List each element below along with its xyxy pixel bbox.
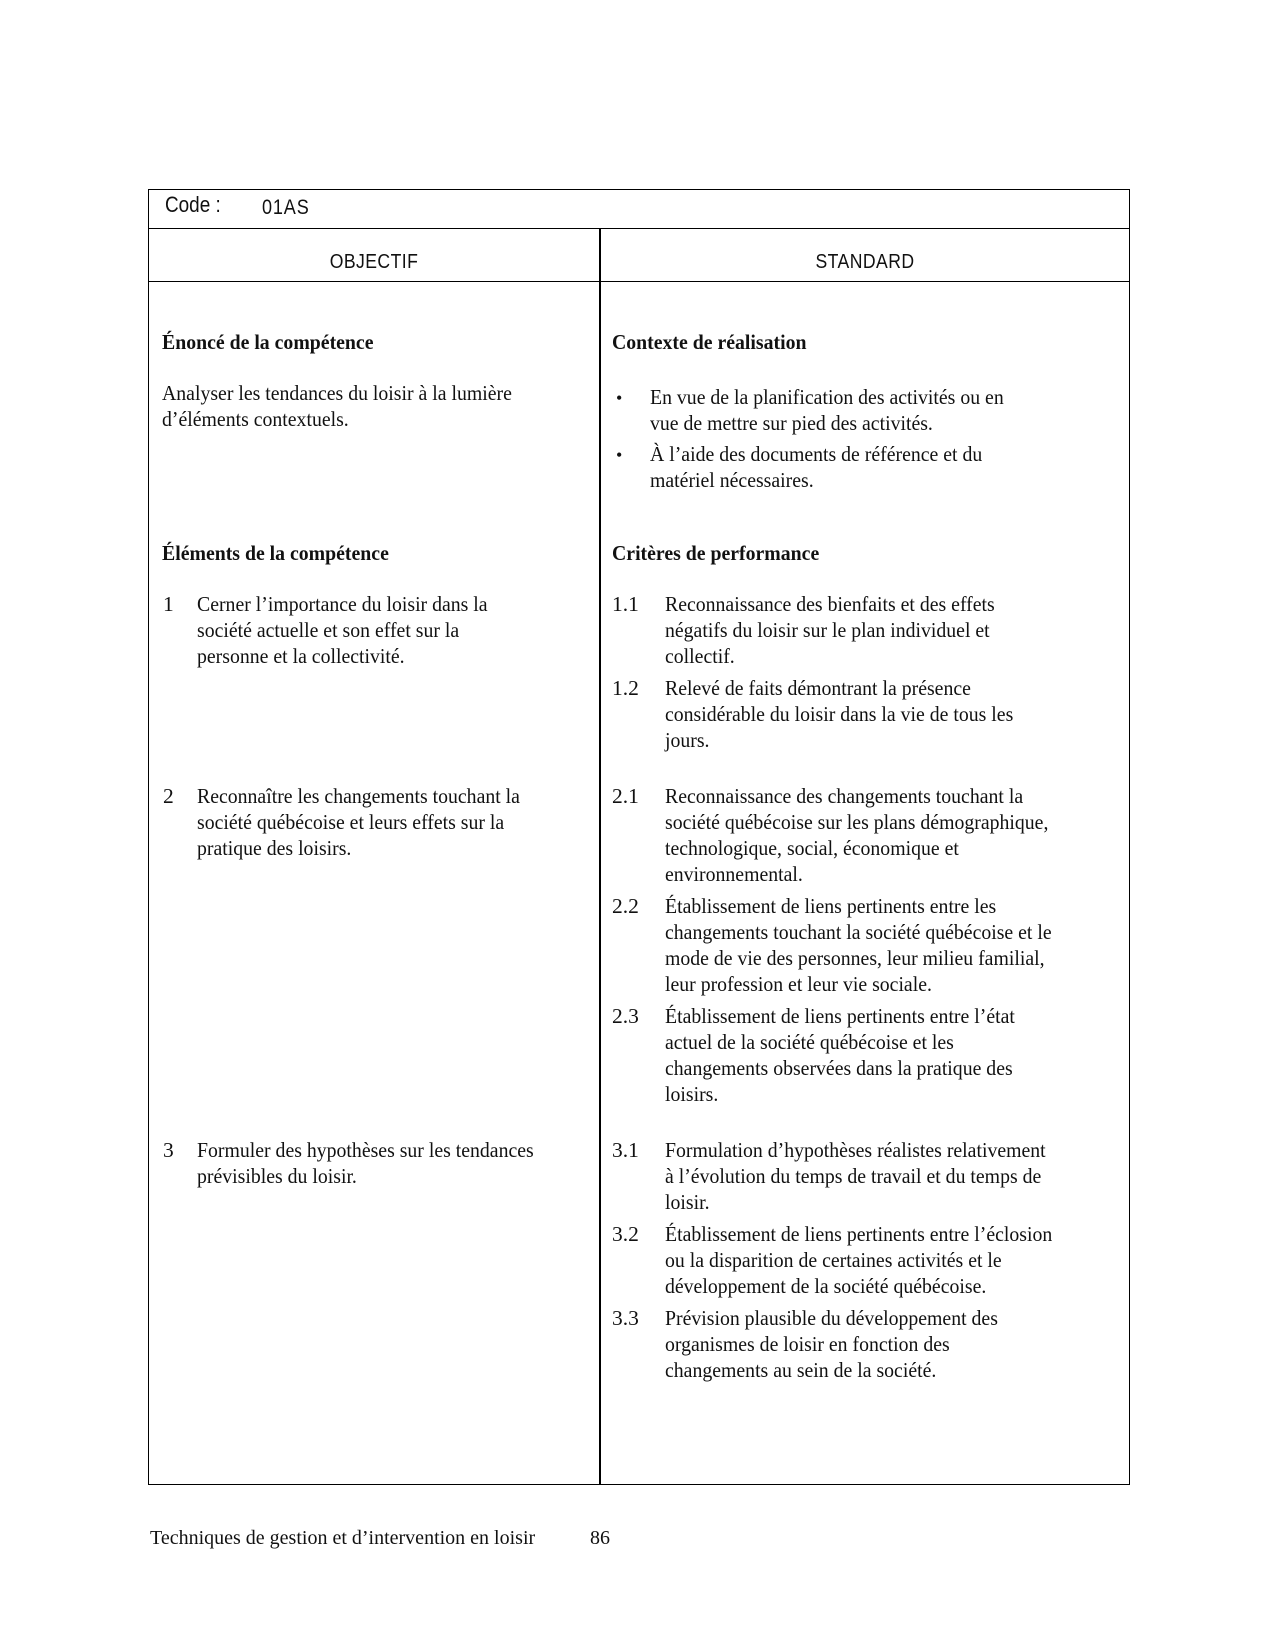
- page-number: 86: [590, 1527, 610, 1549]
- critere-line: changements touchant la société québécoise et le: [665, 920, 1052, 944]
- critere-number: 1.1: [612, 592, 639, 616]
- element-line: personne et la collectivité.: [197, 644, 405, 668]
- critere-number: 2.1: [612, 784, 639, 808]
- critere-line: à l’évolution du temps de travail et du temps de: [665, 1164, 1042, 1188]
- critere-line: environnemental.: [665, 862, 803, 886]
- critere-line: Reconnaissance des changements touchant la: [665, 784, 1024, 808]
- column-header-objectif: OBJECTIF: [329, 251, 419, 273]
- column-header-standard: STANDARD: [815, 251, 915, 273]
- critere-number: 3.1: [612, 1138, 639, 1162]
- critere-text: [665, 1221, 1125, 1299]
- element-text: [197, 591, 602, 669]
- critere-line: négatifs du loisir sur le plan individuel et: [665, 618, 990, 642]
- enonce-line: Analyser les tendances du loisir à la lumière: [162, 381, 512, 405]
- elements-heading: Éléments de la compétence: [162, 541, 389, 565]
- element-line: société québécoise et leurs effets sur la: [197, 810, 505, 834]
- critere-line: Relevé de faits démontrant la présence: [665, 676, 971, 700]
- element-number: 2: [163, 784, 174, 808]
- contexte-line: matériel nécessaires.: [650, 468, 814, 492]
- footer-title: Techniques de gestion et d’intervention en loisir: [150, 1527, 536, 1549]
- critere-line: mode de vie des personnes, leur milieu familial,: [665, 946, 1045, 970]
- critere-line: loisir.: [665, 1190, 710, 1214]
- enonce-heading: Énoncé de la compétence: [162, 330, 374, 354]
- contexte-line: À l’aide des documents de référence et du: [650, 442, 983, 466]
- enonce-line: d’éléments contextuels.: [162, 407, 349, 431]
- header-row-divider: [148, 281, 1130, 282]
- contexte-item: [650, 384, 1101, 436]
- contexte-item: [650, 441, 1101, 493]
- criteres-heading: Critères de performance: [612, 541, 820, 565]
- critere-line: Établissement de liens pertinents entre l’état: [665, 1004, 1015, 1028]
- critere-line: leur profession et leur vie sociale.: [665, 972, 932, 996]
- critere-line: ou la disparition de certaines activités et le: [665, 1248, 1002, 1272]
- critere-text: [665, 675, 1125, 753]
- critere-line: changements observées dans la pratique des: [665, 1056, 1013, 1080]
- element-number: 1: [163, 592, 174, 616]
- critere-number: 3.3: [612, 1306, 639, 1330]
- element-line: Reconnaître les changements touchant la: [197, 784, 520, 808]
- contexte-line: En vue de la planification des activités ou en: [650, 385, 1004, 409]
- code-value: 01AS: [262, 196, 310, 219]
- element-text: [197, 783, 602, 861]
- critere-line: Formulation d’hypothèses réalistes relativement: [665, 1138, 1046, 1162]
- enonce-text: [162, 380, 585, 432]
- critere-line: jours.: [665, 728, 710, 752]
- code-row-divider: [148, 228, 1130, 229]
- critere-line: Établissement de liens pertinents entre les: [665, 894, 997, 918]
- critere-text: [665, 783, 1125, 887]
- critere-text: [665, 1305, 1125, 1383]
- element-line: Cerner l’importance du loisir dans la: [197, 592, 488, 616]
- element-line: pratique des loisirs.: [197, 836, 352, 860]
- critere-line: loisirs.: [665, 1082, 719, 1106]
- critere-line: collectif.: [665, 644, 735, 668]
- critere-line: organismes de loisir en fonction des: [665, 1332, 950, 1356]
- element-number: 3: [163, 1138, 174, 1162]
- element-text: [197, 1137, 602, 1189]
- critere-number: 2.3: [612, 1004, 639, 1028]
- critere-line: changements au sein de la société.: [665, 1358, 937, 1382]
- bullet-icon: •: [616, 388, 623, 408]
- element-line: prévisibles du loisir.: [197, 1164, 357, 1188]
- critere-line: Établissement de liens pertinents entre l’éclosion: [665, 1222, 1053, 1246]
- critere-text: [665, 893, 1125, 997]
- critere-line: considérable du loisir dans la vie de tous les: [665, 702, 1014, 726]
- critere-line: Prévision plausible du développement des: [665, 1306, 998, 1330]
- critere-number: 3.2: [612, 1222, 639, 1246]
- critere-number: 2.2: [612, 894, 639, 918]
- critere-line: technologique, social, économique et: [665, 836, 959, 860]
- code-label: Code :: [165, 192, 221, 217]
- contexte-line: vue de mettre sur pied des activités.: [650, 411, 933, 435]
- contexte-heading: Contexte de réalisation: [612, 330, 807, 354]
- critere-line: société québécoise sur les plans démographique,: [665, 810, 1049, 834]
- critere-number: 1.2: [612, 676, 639, 700]
- critere-line: développement de la société québécoise.: [665, 1274, 987, 1298]
- critere-line: actuel de la société québécoise et les: [665, 1030, 954, 1054]
- critere-text: [665, 1137, 1125, 1215]
- bullet-icon: •: [616, 445, 623, 465]
- element-line: Formuler des hypothèses sur les tendances: [197, 1138, 534, 1162]
- critere-text: [665, 591, 1125, 669]
- critere-line: Reconnaissance des bienfaits et des effets: [665, 592, 995, 616]
- element-line: société actuelle et son effet sur la: [197, 618, 460, 642]
- critere-text: [665, 1003, 1125, 1107]
